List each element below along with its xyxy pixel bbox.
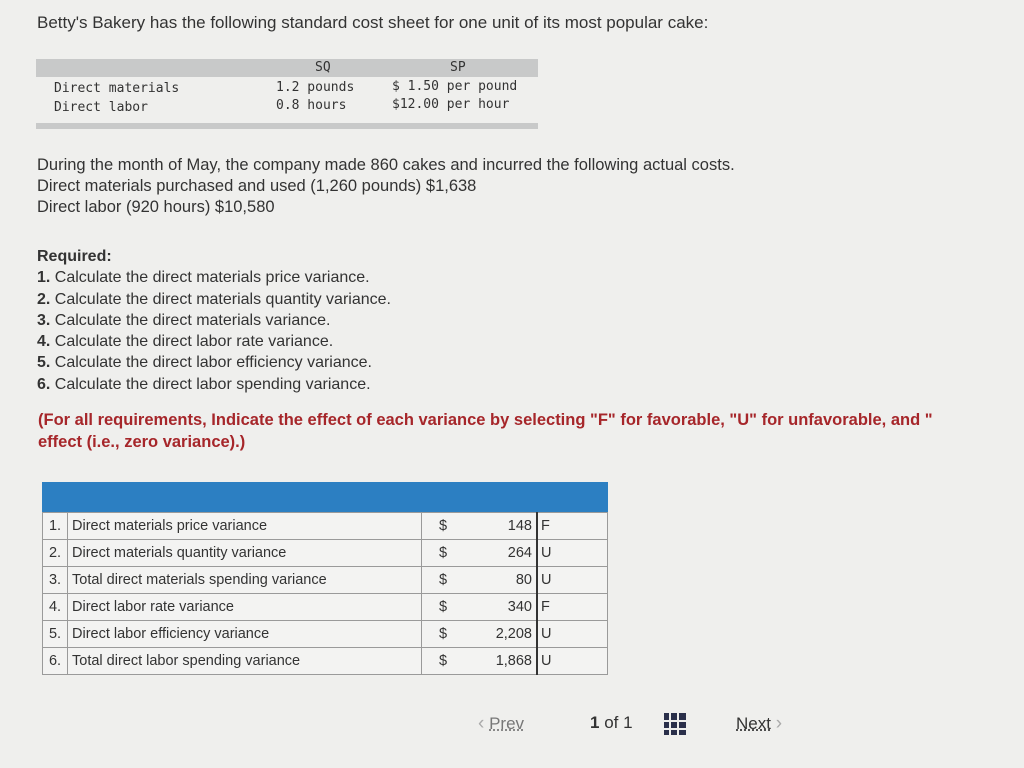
next-button[interactable] bbox=[736, 713, 782, 735]
effect-select[interactable]: U bbox=[537, 540, 608, 567]
page-total: of 1 bbox=[604, 713, 633, 732]
current-page: 1 bbox=[590, 713, 600, 732]
currency-symbol: $ bbox=[422, 567, 465, 594]
amount-input[interactable]: 1,868 bbox=[464, 648, 537, 675]
row-label: Direct materials quantity variance bbox=[68, 540, 422, 567]
prev-label: Prev bbox=[489, 714, 525, 733]
effect-select[interactable]: F bbox=[537, 594, 608, 621]
page-indicator bbox=[590, 713, 633, 733]
row-number: 4. bbox=[43, 594, 68, 621]
required-item-number: 2. bbox=[37, 290, 51, 308]
row-label: Direct labor efficiency variance bbox=[68, 621, 422, 648]
required-item-text: Calculate the direct materials variance. bbox=[54, 311, 331, 329]
row-number: 3. bbox=[43, 567, 68, 594]
note-line: (For all requirements, Indicate the effect of each variance by selecting "F" for favorable, "U" for unfavorable, and " bbox=[38, 411, 933, 429]
problem-intro: Betty's Bakery has the following standard cost sheet for one unit of its most popular cake: bbox=[37, 13, 709, 32]
required-item-text: Calculate the direct materials price variance. bbox=[54, 269, 370, 287]
row-number: 1. bbox=[43, 513, 68, 540]
required-item-number: 6. bbox=[37, 375, 51, 393]
cost-row-sq: 0.8 hours bbox=[276, 98, 347, 113]
currency-symbol: $ bbox=[422, 648, 465, 675]
required-item-number: 5. bbox=[37, 354, 51, 372]
required-title: Required: bbox=[37, 248, 112, 265]
effect-select[interactable]: U bbox=[537, 648, 608, 675]
currency-symbol: $ bbox=[422, 594, 465, 621]
required-item bbox=[37, 331, 391, 352]
cost-row-sp: $ 1.50 per pound bbox=[392, 79, 518, 94]
required-item-text: Calculate the direct labor efficiency variance. bbox=[54, 354, 372, 372]
cost-sheet-footer-bar bbox=[36, 123, 538, 129]
required-item bbox=[37, 352, 391, 373]
cost-row-label: Direct materials bbox=[54, 81, 180, 96]
cost-row-label: Direct labor bbox=[54, 100, 148, 115]
chevron-left-icon: ‹ bbox=[478, 713, 485, 734]
currency-symbol: $ bbox=[422, 540, 465, 567]
row-number: 6. bbox=[43, 648, 68, 675]
table-row bbox=[43, 513, 608, 540]
table-row bbox=[43, 540, 608, 567]
row-number: 2. bbox=[43, 540, 68, 567]
currency-symbol: $ bbox=[422, 621, 465, 648]
effect-select[interactable]: F bbox=[537, 513, 608, 540]
required-item-text: Calculate the direct labor spending variance. bbox=[54, 375, 371, 393]
required-item bbox=[37, 374, 391, 395]
prev-button[interactable] bbox=[478, 713, 524, 735]
required-item-text: Calculate the direct labor rate variance. bbox=[54, 333, 334, 351]
amount-input[interactable]: 264 bbox=[464, 540, 537, 567]
grid-icon[interactable] bbox=[664, 713, 686, 735]
required-item-number: 3. bbox=[37, 311, 51, 329]
table-row bbox=[43, 648, 608, 675]
actual-costs-paragraph bbox=[37, 155, 735, 218]
answer-table-header bbox=[42, 482, 608, 512]
cost-row-sp: $12.00 per hour bbox=[392, 97, 510, 112]
required-item bbox=[37, 289, 391, 310]
required-list bbox=[37, 246, 391, 395]
sq-header: SQ bbox=[315, 60, 331, 75]
next-label: Next bbox=[736, 714, 771, 733]
row-label: Total direct materials spending variance bbox=[68, 567, 422, 594]
effect-select[interactable]: U bbox=[537, 567, 608, 594]
amount-input[interactable]: 2,208 bbox=[464, 621, 537, 648]
paragraph-line: During the month of May, the company made 860 cakes and incurred the following actual costs. bbox=[37, 156, 735, 174]
chevron-right-icon: › bbox=[775, 713, 783, 734]
amount-input[interactable]: 148 bbox=[464, 513, 537, 540]
required-item-number: 1. bbox=[37, 269, 51, 287]
effect-select[interactable]: U bbox=[537, 621, 608, 648]
required-item bbox=[37, 310, 391, 331]
row-number: 5. bbox=[43, 621, 68, 648]
currency-symbol: $ bbox=[422, 513, 465, 540]
paragraph-line: Direct labor (920 hours) $10,580 bbox=[37, 198, 275, 216]
required-item-text: Calculate the direct materials quantity variance. bbox=[54, 290, 391, 308]
standard-cost-sheet bbox=[36, 59, 538, 129]
sp-header: SP bbox=[450, 60, 466, 75]
amount-input[interactable]: 80 bbox=[464, 567, 537, 594]
row-label: Direct materials price variance bbox=[68, 513, 422, 540]
cost-row-sq: 1.2 pounds bbox=[276, 80, 355, 95]
paragraph-line: Direct materials purchased and used (1,260 pounds) $1,638 bbox=[37, 177, 477, 195]
instructions-note bbox=[38, 409, 1024, 453]
amount-input[interactable]: 340 bbox=[464, 594, 537, 621]
required-item-number: 4. bbox=[37, 333, 51, 351]
table-row bbox=[43, 594, 608, 621]
note-line: effect (i.e., zero variance).) bbox=[38, 433, 246, 451]
required-item bbox=[37, 267, 391, 288]
row-label: Total direct labor spending variance bbox=[68, 648, 422, 675]
table-row bbox=[43, 567, 608, 594]
table-row bbox=[43, 621, 608, 648]
answer-table bbox=[42, 482, 608, 675]
row-label: Direct labor rate variance bbox=[68, 594, 422, 621]
